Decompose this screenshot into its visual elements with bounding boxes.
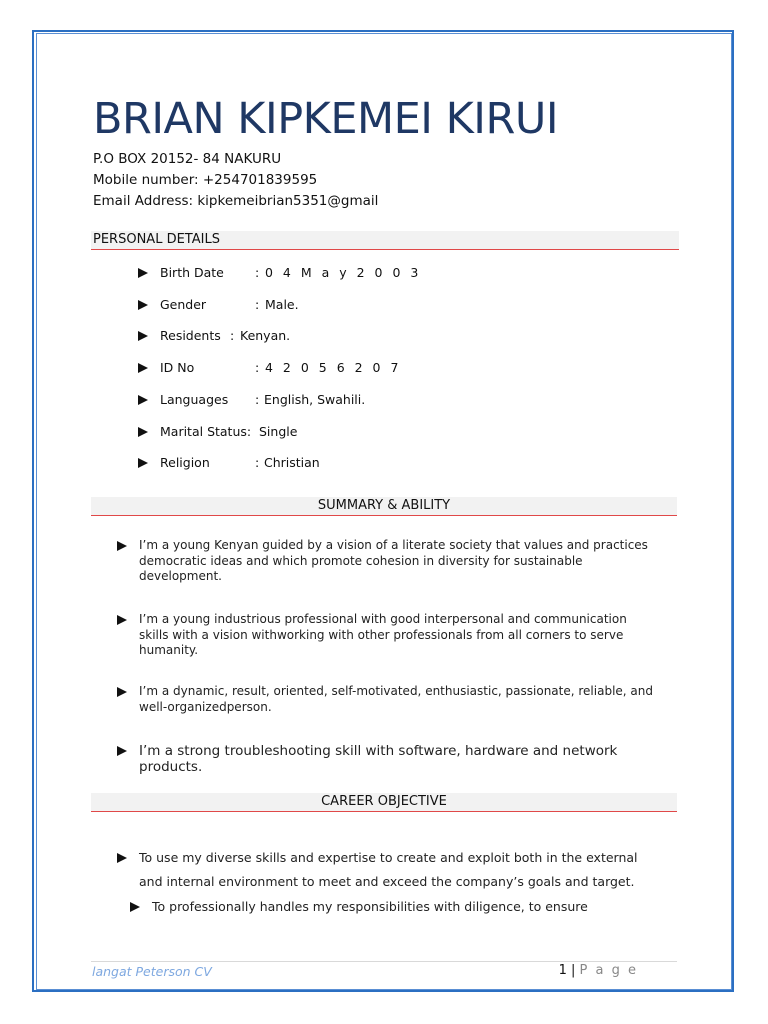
detail-value: 0 4 M a y 2 0 0 3 — [265, 265, 422, 280]
arrow-bullet-icon — [138, 395, 148, 405]
email-address: Email Address: kipkemeibrian5351@gmail — [93, 193, 379, 209]
postal-address: P.O BOX 20152- 84 NAKURU — [93, 151, 282, 167]
footer-document-title: langat Peterson CV — [92, 964, 212, 979]
footer-page-indicator — [559, 963, 638, 978]
arrow-bullet-icon — [138, 331, 148, 341]
candidate-name: BRIAN KIPKEMEI KIRUI — [93, 94, 559, 144]
detail-value: Male. — [265, 297, 299, 312]
personal-details-heading: PERSONAL DETAILS — [91, 231, 679, 250]
detail-label: Languages — [160, 392, 229, 407]
detail-label: Gender — [160, 297, 207, 312]
arrow-bullet-icon — [117, 853, 127, 863]
detail-separator: : — [255, 360, 260, 375]
detail-separator: : — [230, 328, 235, 343]
footer-divider — [91, 961, 677, 962]
detail-value: Christian — [264, 455, 320, 470]
detail-label: Religion — [160, 455, 210, 470]
detail-separator: : — [255, 265, 260, 280]
arrow-bullet-icon — [130, 902, 140, 912]
arrow-bullet-icon — [138, 363, 148, 373]
summary-text: I’m a dynamic, result, oriented, self-motivated, enthusiastic, passionate, reliable, and well-organizedperson. — [139, 684, 653, 714]
arrow-bullet-icon — [117, 541, 127, 551]
career-text: To professionally handles my responsibilities with diligence, to ensure — [152, 899, 588, 914]
arrow-bullet-icon — [138, 300, 148, 310]
career-text: To use my diverse skills and expertise to create and exploit both in the external and internal environment to meet and exceed the company’s goals and target. — [139, 850, 638, 889]
detail-value: Single — [259, 424, 298, 439]
summary-text: I’m a young Kenyan guided by a vision of a literate society that values and practices democratic ideas and which promote cohesion in diversity for sustainable development. — [139, 538, 648, 583]
detail-value: English, Swahili. — [264, 392, 366, 407]
detail-value: Kenyan. — [240, 328, 291, 343]
career-objective-heading: CAREER OBJECTIVE — [91, 793, 677, 812]
detail-label: Marital Status: — [160, 424, 252, 439]
mobile-number: Mobile number: +254701839595 — [93, 172, 318, 188]
detail-separator: : — [255, 297, 260, 312]
arrow-bullet-icon — [138, 268, 148, 278]
arrow-bullet-icon — [138, 427, 148, 437]
detail-value: 4 2 0 5 6 2 0 7 — [265, 360, 402, 375]
page-number: 1 — [558, 963, 567, 978]
detail-separator: : — [255, 392, 260, 407]
detail-label: Birth Date — [160, 265, 224, 280]
detail-label: ID No — [160, 360, 195, 375]
arrow-bullet-icon — [117, 687, 127, 697]
arrow-bullet-icon — [138, 458, 148, 468]
arrow-bullet-icon — [117, 615, 127, 625]
detail-separator: : — [255, 455, 260, 470]
page-separator: | — [571, 963, 576, 978]
detail-label: Residents — [160, 328, 221, 343]
arrow-bullet-icon — [117, 746, 127, 756]
summary-text: I’m a young industrious professional with good interpersonal and communication skills with a vision withworking with other professionals from all corners to serve humanity. — [139, 612, 627, 657]
summary-heading: SUMMARY & ABILITY — [91, 497, 677, 516]
page-label: P a g e — [579, 963, 638, 978]
summary-text: I’m a strong troubleshooting skill with software, hardware and network products. — [139, 743, 618, 775]
